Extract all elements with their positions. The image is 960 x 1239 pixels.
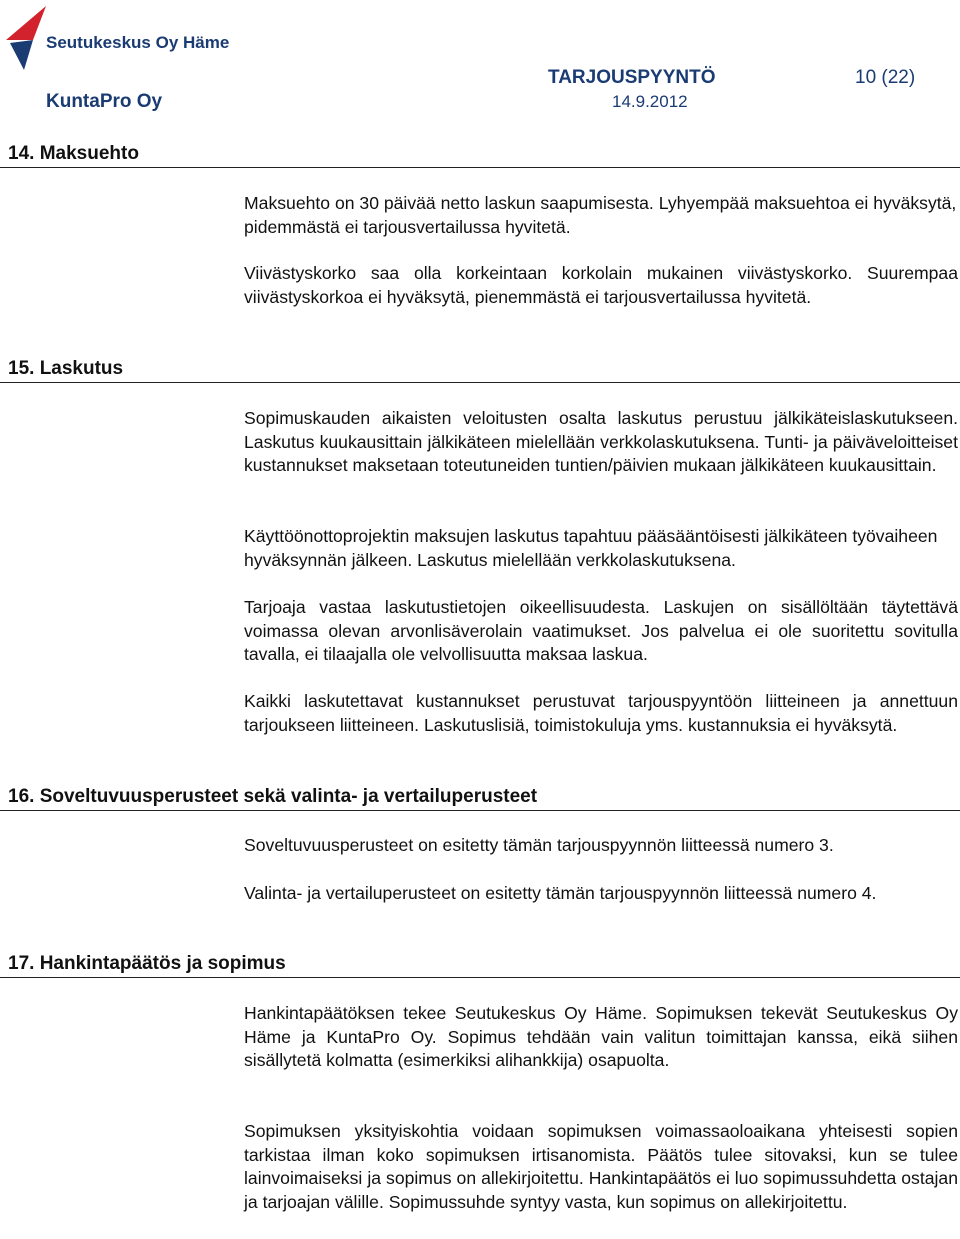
section-heading-17: 17. Hankintapäätös ja sopimus <box>8 953 286 974</box>
paragraph-14-1: Maksuehto on 30 päivää netto laskun saapumisesta. Lyhyempää maksuehtoa ei hyväksytä, pidemmästä ei tarjousvertailussa hyvitetä. <box>244 193 957 237</box>
paragraph-15-4: Kaikki laskutettavat kustannukset perustuvat tarjouspyyntöön liitteineen ja annettuun tarjoukseen liitteineen. Laskutuslisiä, toimistokuluja yms. kustannuksia ei hyväksytä. <box>244 691 958 735</box>
section-heading-15: 15. Laskutus <box>8 358 124 379</box>
paragraph-17-1: Hankintapäätöksen tekee Seutukeskus Oy Häme. Sopimuksen tekevät Seutukeskus Oy Häme ja KuntaPro Oy. Sopimus tehdään vain valitun toimittajan kanssa, eikä siihen sisällytetä kolmatta (esimerkiksi alihankkija) osapuolta. <box>244 1003 958 1070</box>
paragraph-15-3: Tarjoaja vastaa laskutustietojen oikeellisuudesta. Laskujen on sisällöltään täytettävä voimassa olevan arvonlisäverolain vaatimukset. Jos palvelua ei ole suoritettu sovitulla tavalla, ei tilaajalla ole velvollisuutta maksaa laskua. <box>244 597 958 664</box>
company-logo-icon <box>6 4 50 70</box>
paragraph-17-2: Sopimuksen yksityiskohtia voidaan sopimuksen voimassaoloaikana yhteisesti sopien tarkistaa ilman koko sopimuksen irtisanomista. Päätös tulee sitovaksi, kun se tulee lainvoimaiseksi ja sopimus on allekirjoitettu. Hankintapäätös ei luo sopimussuhdetta ostajan ja tarjoajan välille. Sopimussuhde syntyy vasta, kun sopimus on allekirjoitettu. <box>244 1121 958 1212</box>
section-heading-14: 14. Maksuehto <box>8 143 139 164</box>
section-heading-16: 16. Soveltuvuusperusteet sekä valinta- ja vertailuperusteet <box>8 786 538 807</box>
paragraph-16-2: Valinta- ja vertailuperusteet on esitetty tämän tarjouspyynnön liitteessä numero 4. <box>244 883 877 903</box>
document-date: 14.9.2012 <box>612 92 688 111</box>
page-number: 10 (22) <box>855 67 916 88</box>
paragraph-14-2: Viivästyskorko saa olla korkeintaan korkolain mukainen viivästyskorko. Suurempaa viivästyskorkoa ei hyväksytä, pienemmästä ei tarjousvertailussa hyvitetä. <box>244 263 958 307</box>
paragraph-15-1: Sopimuskauden aikaisten veloitusten osalta laskutus perustuu jälkikäteislaskutukseen. Laskutus kuukausittain jälkikäteen mielellään verkkolaskutuksena. Tunti- ja päiväveloitteiset kustannukset maksetaan toteutuneiden tuntien/päivien mukaan jälkikäteen kuukausittain. <box>244 408 958 475</box>
paragraph-16-1: Soveltuvuusperusteet on esitetty tämän tarjouspyynnön liitteessä numero 3. <box>244 835 834 855</box>
section-divider <box>0 382 960 383</box>
logo-text: Seutukeskus Oy Häme <box>46 33 230 52</box>
paragraph-15-2: Käyttöönottoprojektin maksujen laskutus tapahtuu pääsääntöisesti jälkikäteen työvaiheen hyväksynnän jälkeen. Laskutus mielellään verkkolaskutuksena. <box>244 526 938 570</box>
section-divider <box>0 810 960 811</box>
section-divider <box>0 977 960 978</box>
company-name: KuntaPro Oy <box>46 91 163 112</box>
document-type: TARJOUSPYYNTÖ <box>548 67 716 88</box>
section-divider <box>0 167 960 168</box>
